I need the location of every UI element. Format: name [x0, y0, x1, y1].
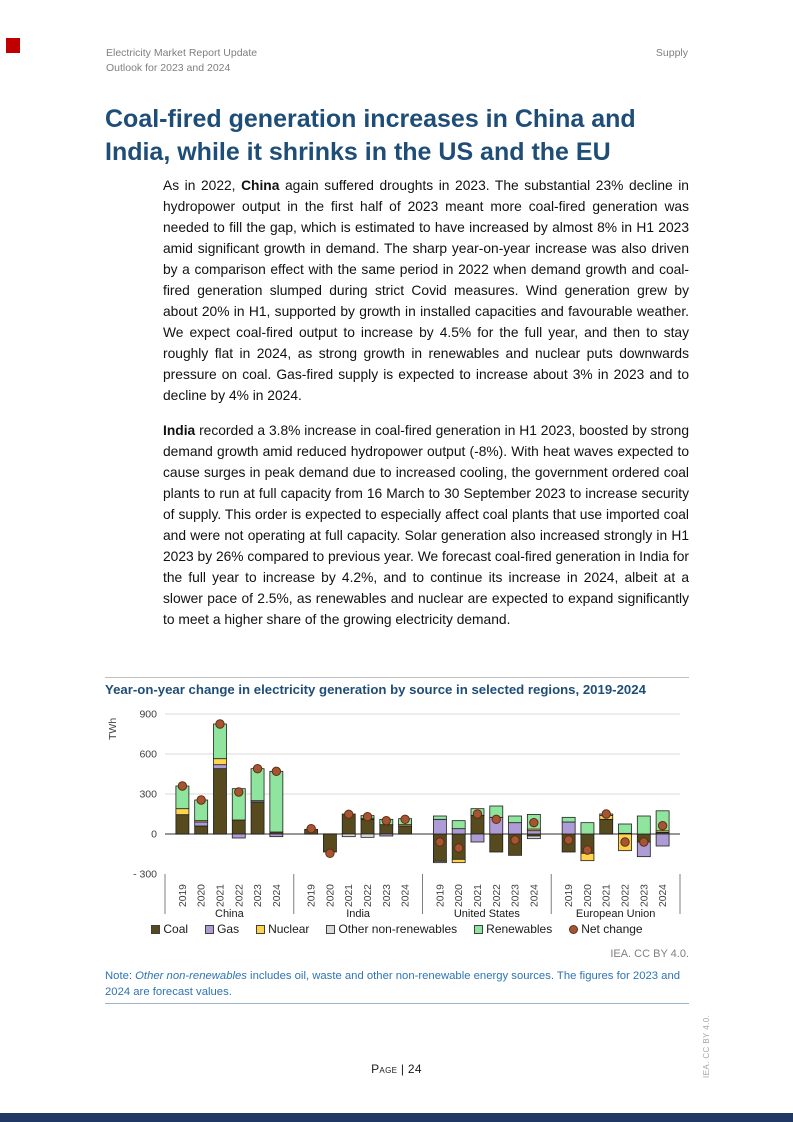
- legend-swatch-renewables-icon: [474, 925, 483, 934]
- net-change-marker: [473, 810, 481, 818]
- bar-segment-gas: [471, 834, 484, 842]
- net-change-marker: [307, 824, 315, 832]
- bar-segment-coal: [213, 769, 226, 834]
- bar-segment-renewables: [213, 724, 226, 759]
- x-year-label: 2020: [325, 884, 337, 907]
- net-change-marker: [640, 838, 648, 846]
- legend-item-nuclear: [256, 922, 309, 936]
- paragraph-india: [163, 420, 689, 630]
- net-change-marker: [492, 815, 500, 823]
- net-change-marker: [564, 836, 572, 844]
- y-tick-label: 900: [139, 708, 157, 721]
- x-year-label: 2023: [381, 884, 393, 907]
- bar-segment-renewables: [581, 823, 594, 834]
- bookmark-marker: [6, 38, 20, 53]
- license-attribution: IEA. CC BY 4.0.: [610, 948, 689, 960]
- bar-segment-gas: [232, 834, 245, 838]
- bar-segment-renewables: [270, 771, 283, 832]
- legend-swatch-net-icon: [569, 925, 578, 934]
- legend-label-nuclear: Nuclear: [268, 922, 310, 936]
- bar-segment-renewables: [251, 769, 264, 801]
- net-change-marker: [178, 782, 186, 790]
- bar-segment-renewables: [562, 817, 575, 822]
- side-license-text: IEA. CC BY 4.0.: [702, 1014, 711, 1078]
- x-year-label: 2024: [529, 884, 541, 907]
- bar-segment-gas: [270, 834, 283, 837]
- header-report-subtitle: Outlook for 2023 and 2024: [106, 61, 231, 74]
- bar-segment-gas: [433, 819, 446, 834]
- note-italic-term: Other non-renewables: [135, 970, 247, 982]
- legend-item-net: [569, 922, 642, 936]
- region-label: India: [346, 908, 371, 920]
- x-year-label: 2021: [344, 884, 356, 907]
- x-year-label: 2021: [601, 884, 613, 907]
- x-year-label: 2019: [435, 884, 447, 907]
- net-change-marker: [382, 816, 390, 824]
- bar-segment-renewables: [452, 821, 465, 829]
- bar-segment-nuclear: [452, 859, 465, 862]
- bar-segment-coal: [361, 819, 374, 834]
- net-change-marker: [436, 838, 444, 846]
- region-label: China: [215, 908, 244, 920]
- net-change-marker: [345, 810, 353, 818]
- bar-segment-nuclear: [176, 809, 189, 815]
- chart-top-divider: [105, 677, 689, 678]
- bar-segment-coal: [195, 826, 208, 834]
- bar-segment-coal: [399, 826, 412, 834]
- paragraph-india-bold: India: [163, 423, 196, 438]
- y-axis-unit: TWh: [107, 717, 119, 740]
- bar-segment-coal: [251, 802, 264, 834]
- legend-swatch-coal-icon: [151, 925, 160, 934]
- legend-label-gas: Gas: [217, 922, 240, 936]
- bar-segment-gas: [562, 822, 575, 834]
- legend-item-coal: [151, 922, 188, 936]
- bar-segment-other: [342, 834, 355, 837]
- net-change-marker: [602, 810, 610, 818]
- legend-label-coal: Coal: [163, 922, 189, 936]
- net-change-marker: [511, 836, 519, 844]
- x-year-label: 2024: [658, 884, 670, 907]
- note-label: Note:: [105, 970, 136, 982]
- net-change-marker: [401, 815, 409, 823]
- net-change-marker: [583, 846, 591, 854]
- legend-label-other: Other non-renewables: [338, 922, 458, 936]
- x-year-label: 2024: [400, 884, 412, 907]
- bar-segment-renewables: [433, 816, 446, 819]
- bar-segment-renewables: [509, 816, 522, 823]
- x-year-label: 2022: [363, 884, 375, 907]
- x-year-label: 2023: [510, 884, 522, 907]
- net-change-marker: [530, 818, 538, 826]
- bar-segment-gas: [452, 829, 465, 834]
- x-year-label: 2019: [306, 884, 318, 907]
- bar-segment-renewables: [619, 824, 632, 833]
- net-change-marker: [658, 822, 666, 830]
- x-year-label: 2021: [472, 884, 484, 907]
- y-tick-label: 0: [151, 828, 157, 841]
- net-change-marker: [454, 844, 462, 852]
- page-number: Page | 24: [371, 1062, 422, 1076]
- paragraph-china-rest: again suffered droughts in 2023. The substantial 23% decline in hydropower output in the first half of 2023 meant more coal-fired generation was needed to fill the gap, which is estimated to have increased by almost 8% in H1 2023 amid significant growth in demand. The sharp year-on-year increase was also driven by a comparison effect with the same period in 2022 when demand growth and coal-fired generation slumped during strict Covid measures. Wind generation grew by about 20% in H1, supported by growth in installed capacities and favourable weather. We expect coal-fired output to increase by 4.5% for the full year, and then to stay roughly flat in 2024, as strong growth in renewables and nuclear puts downwards pressure on coal. Gas-fired supply is expected to increase about 3% in 2023 and to decline by 4% in 2024.: [163, 178, 689, 403]
- x-year-label: 2023: [639, 884, 651, 907]
- paragraph-india-rest: recorded a 3.8% increase in coal-fired generation in H1 2023, boosted by strong demand growth amid reduced hydropower output (-8%). With heat waves expected to cause surges in peak demand due to increased cooling, the government ordered coal plants to run at full capacity from 16 March to 30 September 2023 to increase security of supply. This order is expected to especially affect coal plants that use imported coal and were not operating at full capacity. Solar generation also increased strongly in H1 2023 by 26% compared to previous year. We forecast coal-fired generation in India for the full year to increase by 4.2%, and to continue its increase in 2024, albeit at a slower pace of 2.5%, as renewables and nuclear are expected to expand significantly to meet a higher share of the growing electricity demand.: [163, 423, 689, 627]
- net-change-marker: [216, 720, 224, 728]
- bar-segment-gas: [527, 831, 540, 834]
- header-left: [106, 46, 257, 75]
- page-header: [106, 46, 688, 75]
- bar-segment-coal: [380, 825, 393, 834]
- legend-item-gas: [205, 922, 239, 936]
- x-year-label: 2019: [177, 884, 189, 907]
- bar-segment-coal: [176, 815, 189, 834]
- bar-segment-coal: [490, 834, 503, 852]
- y-tick-label: 300: [139, 788, 157, 801]
- x-year-label: 2019: [564, 884, 576, 907]
- legend-swatch-other-icon: [326, 925, 335, 934]
- chart-legend: [105, 922, 689, 936]
- net-change-marker: [253, 764, 261, 772]
- bar-segment-other: [361, 834, 374, 837]
- bar-segment-other: [433, 861, 446, 862]
- yoy-generation-change-chart: [100, 702, 700, 934]
- chart-title: Year-on-year change in electricity generation by source in selected regions, 2019-2024: [105, 682, 646, 697]
- x-year-label: 2023: [253, 884, 265, 907]
- note-divider: [105, 1003, 689, 1004]
- bar-segment-coal: [600, 819, 613, 834]
- page-title: Coal-fired generation increases in China and India, while it shrinks in the US and the EU: [105, 105, 636, 166]
- net-change-marker: [621, 838, 629, 846]
- bar-segment-nuclear: [213, 759, 226, 765]
- legend-item-renewables: [474, 922, 552, 936]
- bar-segment-renewables: [637, 816, 650, 834]
- x-year-label: 2020: [196, 884, 208, 907]
- legend-swatch-nuclear-icon: [256, 925, 265, 934]
- bar-segment-coal: [232, 820, 245, 834]
- note-rest: includes oil, waste and other non-renewable energy sources. The figures for 2023 and 2024 are forecast values.: [105, 970, 681, 999]
- y-tick-label: 600: [139, 748, 157, 761]
- bar-segment-gas: [509, 823, 522, 834]
- bar-segment-gas: [380, 834, 393, 836]
- paragraph-china-pre: As in 2022,: [163, 178, 242, 193]
- bar-segment-gas: [213, 765, 226, 769]
- header-report-title: Electricity Market Report Update: [106, 47, 258, 59]
- region-label: European Union: [575, 908, 656, 920]
- net-change-marker: [272, 767, 280, 775]
- legend-item-other: [326, 922, 457, 936]
- chart-note: [105, 968, 689, 1001]
- net-change-marker: [197, 796, 205, 804]
- x-year-label: 2021: [215, 884, 227, 907]
- legend-label-renewables: Renewables: [486, 922, 553, 936]
- x-year-label: 2022: [620, 884, 632, 907]
- header-section-label: Supply: [655, 47, 688, 59]
- x-year-label: 2022: [234, 884, 246, 907]
- net-change-marker: [235, 788, 243, 796]
- paragraph-china: [163, 175, 689, 406]
- region-label: United States: [453, 908, 520, 920]
- legend-swatch-gas-icon: [205, 925, 214, 934]
- paragraph-china-bold: China: [241, 178, 280, 193]
- x-year-label: 2022: [491, 884, 503, 907]
- bar-segment-other: [527, 836, 540, 839]
- net-change-marker: [326, 849, 334, 857]
- bar-segment-gas: [656, 834, 669, 846]
- bar-segment-gas: [195, 822, 208, 826]
- bottom-bar: [0, 1113, 793, 1122]
- legend-label-net: Net change: [581, 922, 643, 936]
- net-change-marker: [363, 812, 371, 820]
- y-tick-label: - 300: [133, 868, 157, 881]
- x-year-label: 2020: [454, 884, 466, 907]
- x-year-label: 2020: [582, 884, 594, 907]
- x-year-label: 2024: [271, 884, 283, 907]
